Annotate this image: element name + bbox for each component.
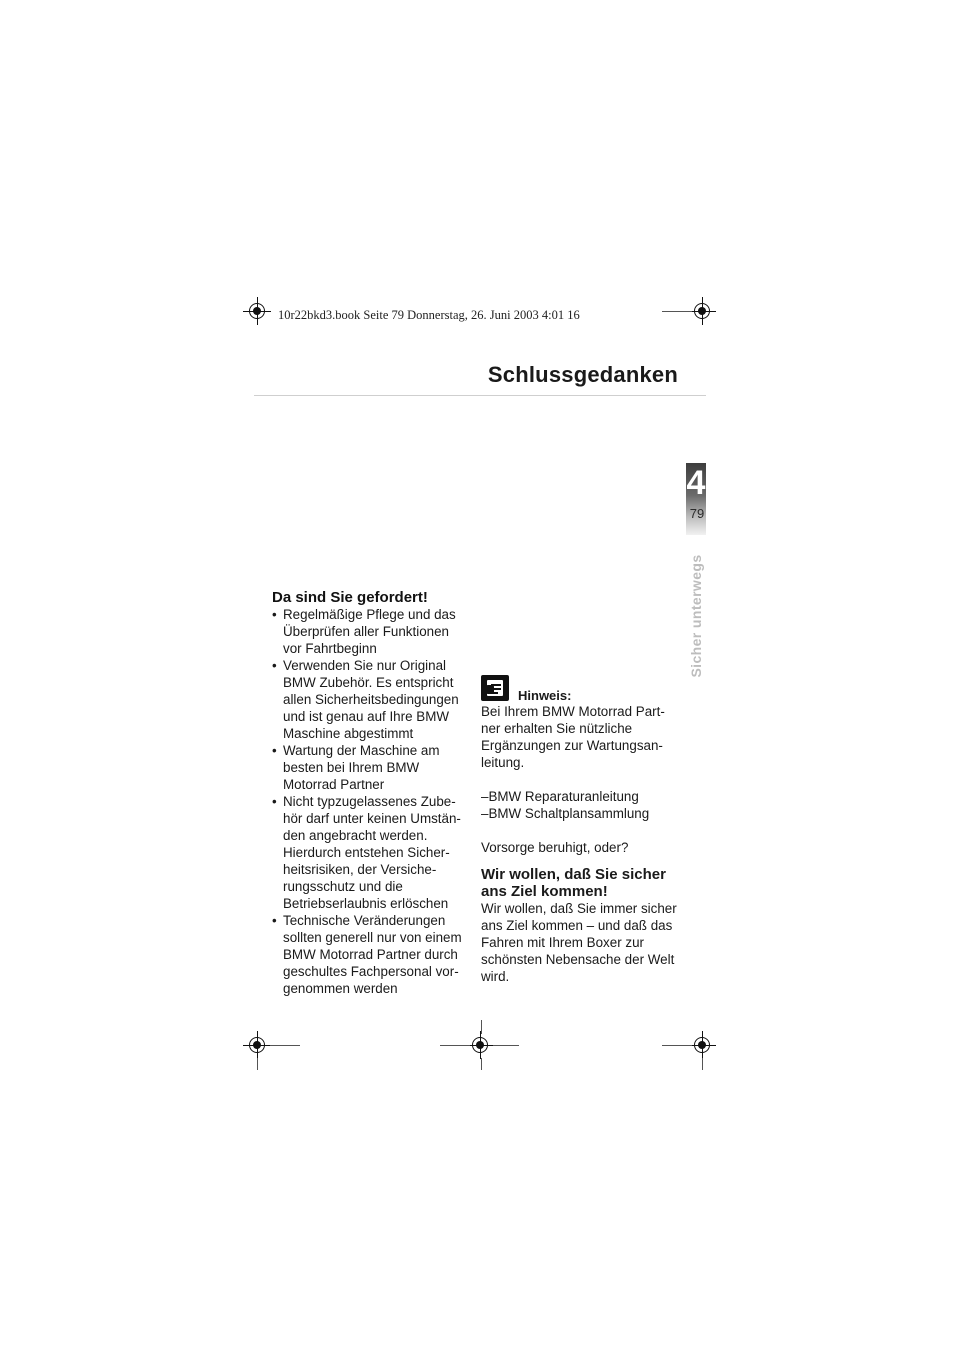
- crop-line: [662, 311, 692, 312]
- chapter-label: Sicher unterwegs: [688, 554, 704, 678]
- list-item: • Technische Veränderungen sollten generell nur von einem BMW Motorrad Partner durch geschultes Fachpersonal vor-genommen werden: [272, 912, 468, 997]
- list-item: • Verwenden Sie nur Original BMW Zubehör. Es entspricht allen Sicherheitsbedingungen und ist genau auf Ihre BMW Maschine abgestimmt: [272, 657, 468, 742]
- list-item: • Wartung der Maschine am besten bei Ihrem BMW Motorrad Partner: [272, 742, 468, 793]
- page-number: 79: [689, 506, 705, 521]
- crop-line: [270, 1045, 300, 1046]
- right-column: [481, 675, 681, 985]
- note-header: [481, 675, 681, 703]
- page-title: Schlussgedanken: [487, 362, 678, 387]
- closing-text: Wir wollen, daß Sie immer sicher ans Ziel kommen – und daß das Fahren mit Ihrem Boxer zur schönsten Nebensache der Welt wird.: [481, 901, 677, 984]
- crop-line: [702, 1058, 703, 1070]
- left-column: [272, 589, 468, 997]
- crop-line: [493, 1045, 519, 1046]
- registration-mark-icon: [245, 1033, 271, 1059]
- registration-mark-icon: [690, 1033, 716, 1059]
- registration-mark-icon: [468, 1033, 494, 1059]
- bullet-list: [272, 606, 468, 997]
- crop-line: [481, 1058, 482, 1070]
- list-item: • Nicht typzugelassenes Zube-hör darf unter keinen Umstän-den angebracht werden. Hierdurch entstehen Sicher-heitsrisiken, der Versiche-rungsschutz und die Betriebserlaubnis erlöschen: [272, 793, 468, 912]
- print-meta: 10r22bkd3.book Seite 79 Donnerstag, 26. Juni 2003 4:01 16: [278, 308, 580, 322]
- section-heading: Wir wollen, daß Sie sicher ans Ziel kommen!: [481, 866, 666, 900]
- crop-line: [257, 1058, 258, 1070]
- crop-line: [481, 1020, 482, 1034]
- list-item: • Regelmäßige Pflege und das Überprüfen aller Funktionen vor Fahrtbeginn: [272, 606, 468, 657]
- crop-line: [662, 1045, 692, 1046]
- note-label: Hinweis:: [518, 688, 572, 703]
- note-text: Bei Ihrem BMW Motorrad Part-ner erhalten Sie nützliche Ergänzungen zur Wartungsan-leitung.: [481, 704, 665, 770]
- note-hand-icon: [481, 675, 509, 701]
- crop-line: [440, 1045, 470, 1046]
- registration-mark-icon: [690, 299, 716, 325]
- registration-mark-icon: [245, 299, 271, 325]
- question-text: Vorsorge beruhigt, oder?: [481, 840, 629, 855]
- chapter-number: 4: [686, 464, 706, 502]
- section-heading: Da sind Sie gefordert!: [272, 589, 428, 606]
- dash-list: [481, 788, 681, 822]
- header-divider: [254, 395, 706, 396]
- list-item: – BMW Reparaturanleitung: [481, 788, 681, 805]
- list-item: – BMW Schaltplansammlung: [481, 805, 681, 822]
